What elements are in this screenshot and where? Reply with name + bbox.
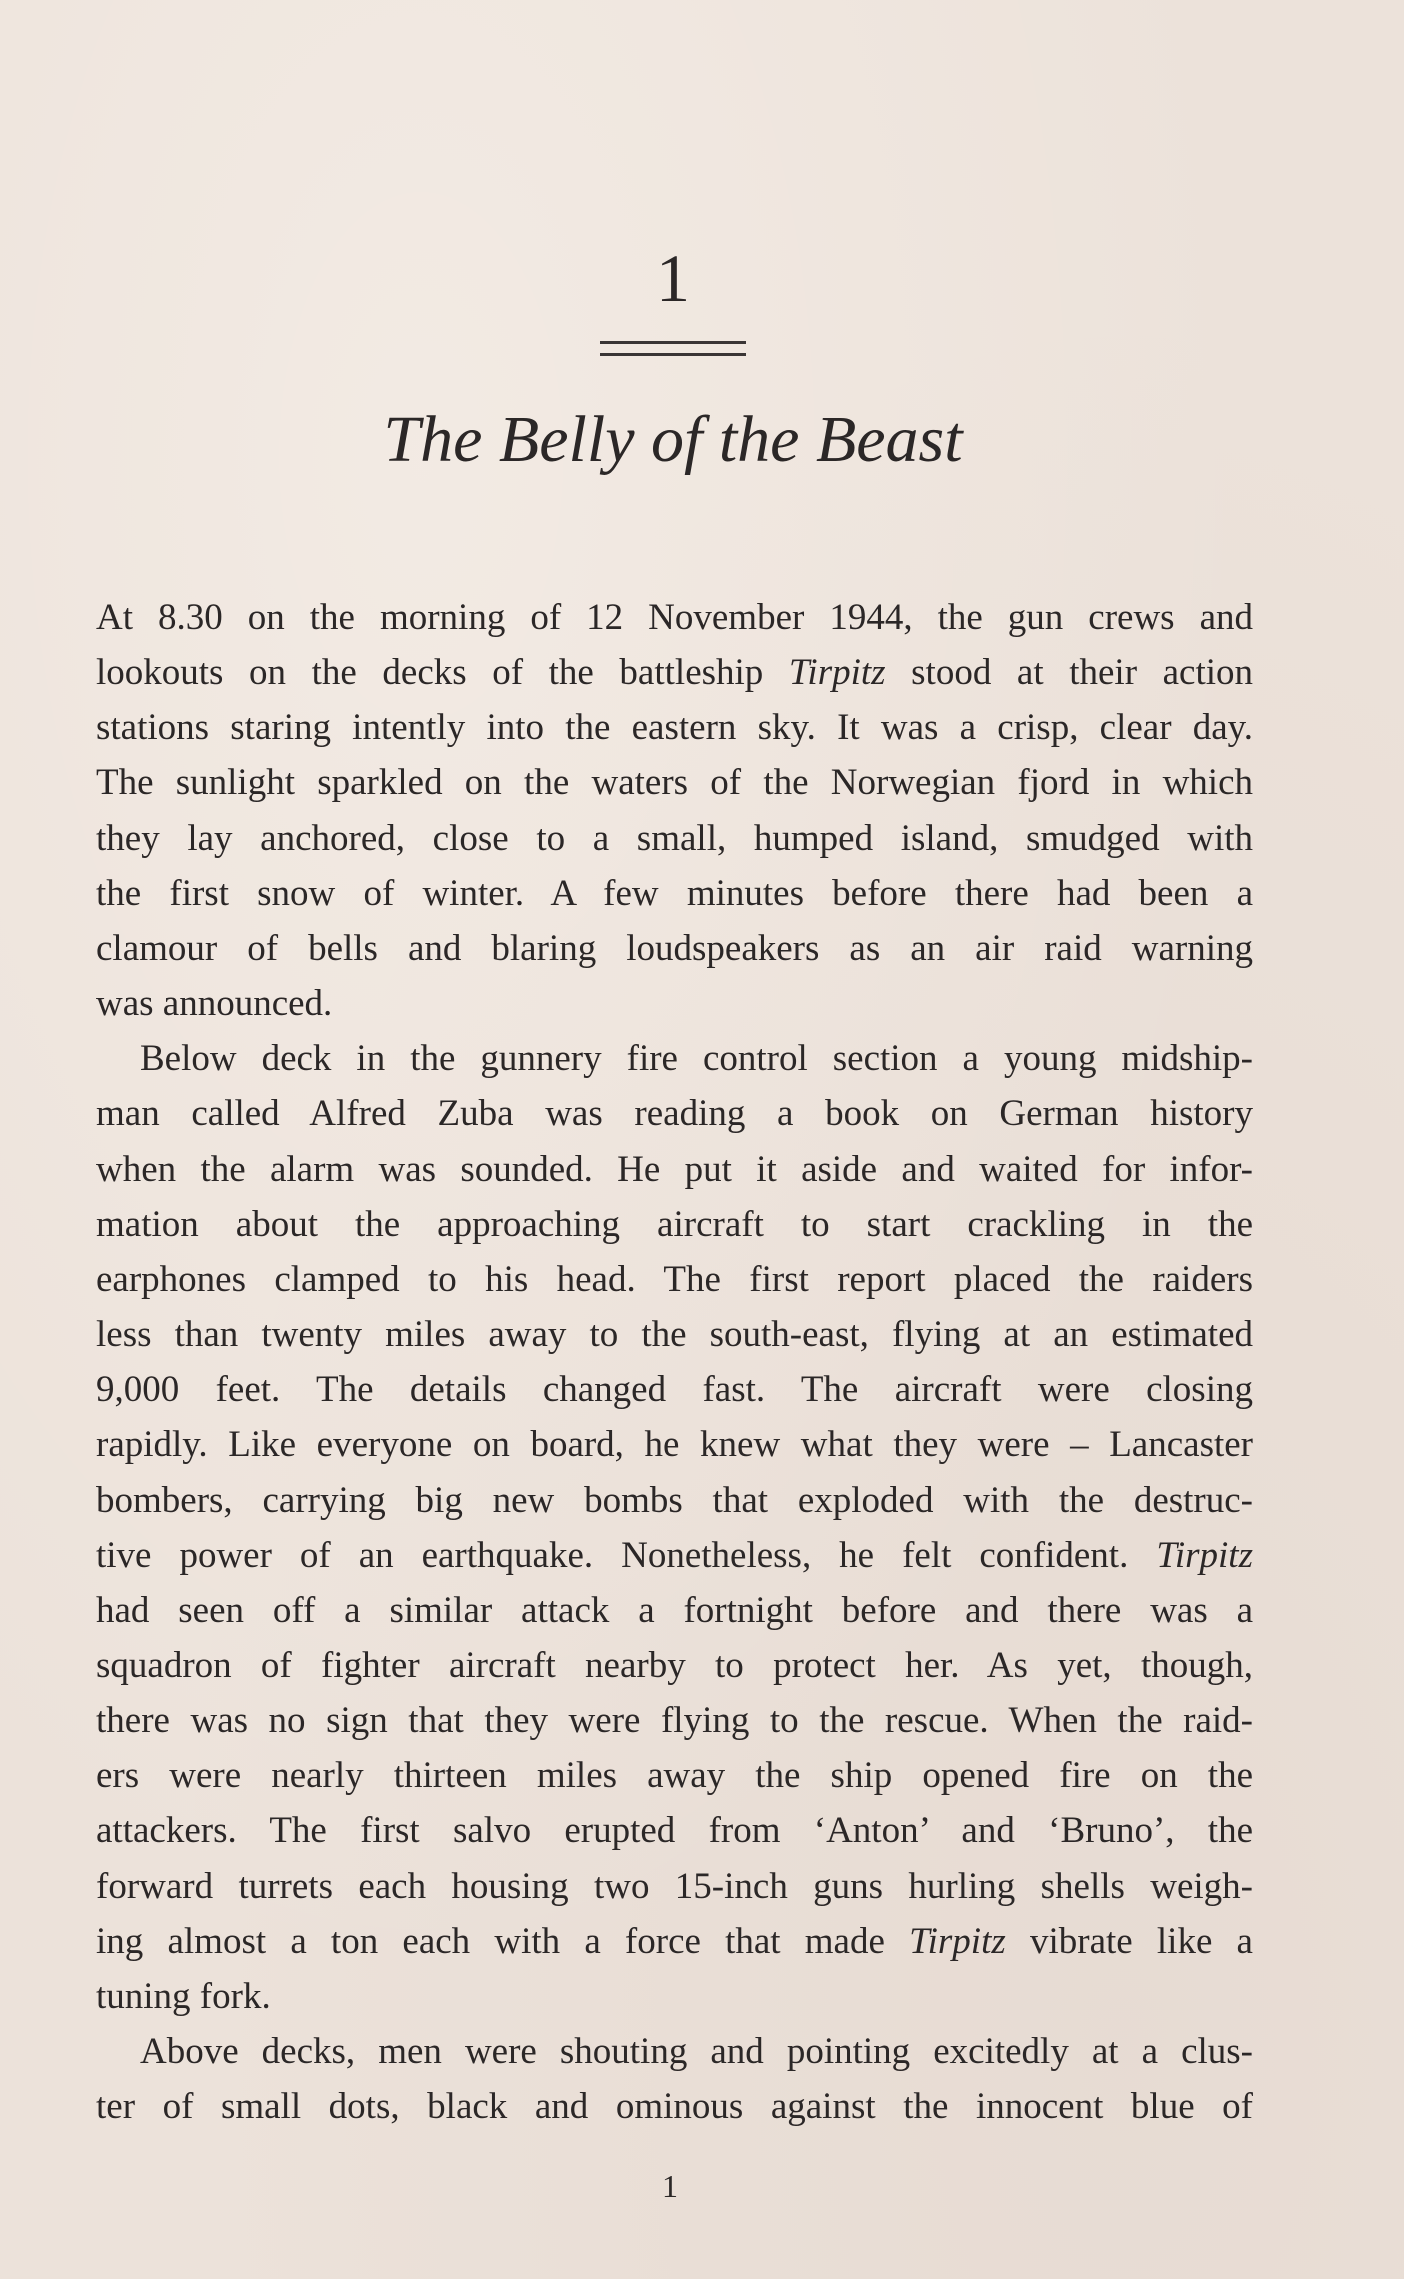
text-line: earphones clamped to his head. The first report placed the raiders [96,1258,1253,1300]
text-line: Below deck in the gunnery fire control section a young midship- [140,1038,1253,1080]
text-line: Above decks, men were shouting and pointing excitedly at a clus- [140,2031,1253,2073]
text-line: ter of small dots, black and ominous against the innocent blue of [96,2086,1253,2128]
text-segment: lookouts on the decks of the battleship [96,652,789,694]
page-number: 1 [662,2168,678,2204]
text-segment: vibrate like a [1005,1920,1253,1962]
text-line: had seen off a similar attack a fortnight before and there was a [96,1589,1253,1631]
text-line: forward turrets each housing two 15-inch guns hurling shells weigh- [96,1865,1253,1907]
text-line: clamour of bells and blaring loudspeakers as an air raid warning [96,927,1253,969]
text-line [96,645,1253,700]
text-segment: tive power of an earthquake. Nonetheless, he felt confident. [96,1534,1157,1576]
text-line: mation about the approaching aircraft to start crackling in the [96,1203,1253,1245]
text-line: man called Alfred Zuba was reading a book on German history [96,1093,1253,1135]
text-line: At 8.30 on the morning of 12 November 1944, the gun crews and [96,597,1253,638]
text-line: they lay anchored, close to a small, humped island, smudged with [96,817,1253,859]
body-text [96,590,1253,2134]
text-line: stations staring intently into the eastern sky. It was a crisp, clear day. [96,707,1253,749]
chapter-rule-top [600,341,746,344]
text-segment: ing almost a ton each with a force that made [96,1920,910,1962]
text-line: bombers, carrying big new bombs that exploded with the destruc- [96,1479,1253,1521]
text-line: rapidly. Like everyone on board, he knew what they were – Lancaster [96,1424,1253,1466]
text-segment: stood at their action [885,652,1254,694]
text-line: The sunlight sparkled on the waters of the Norwegian fjord in which [96,762,1253,804]
text-line: attackers. The first salvo erupted from ‘Anton’ and ‘Bruno’, the [96,1810,1253,1852]
text-line: when the alarm was sounded. He put it aside and waited for infor- [96,1148,1253,1190]
text-line [96,1528,1253,1583]
text-line: less than twenty miles away to the south-east, flying at an estimated [96,1314,1253,1356]
italic-ship-name: Tirpitz [1156,1534,1253,1576]
text-line: there was no sign that they were flying to the rescue. When the raid- [96,1700,1253,1742]
text-line: tuning fork. [96,1975,271,2017]
text-line [96,1914,1253,1969]
chapter-number: 1 [656,240,690,316]
chapter-rule-bottom [600,353,746,356]
text-line: was announced. [96,983,333,1025]
text-line: 9,000 feet. The details changed fast. The aircraft were closing [96,1369,1253,1411]
italic-ship-name: Tirpitz [788,652,886,694]
text-line: squadron of fighter aircraft nearby to protect her. As yet, though, [96,1644,1253,1686]
text-line: the first snow of winter. A few minutes before there had been a [96,872,1253,914]
italic-ship-name: Tirpitz [909,1920,1006,1962]
text-line: ers were nearly thirteen miles away the ship opened fire on the [96,1755,1253,1797]
chapter-title: The Belly of the Beast [383,403,963,476]
